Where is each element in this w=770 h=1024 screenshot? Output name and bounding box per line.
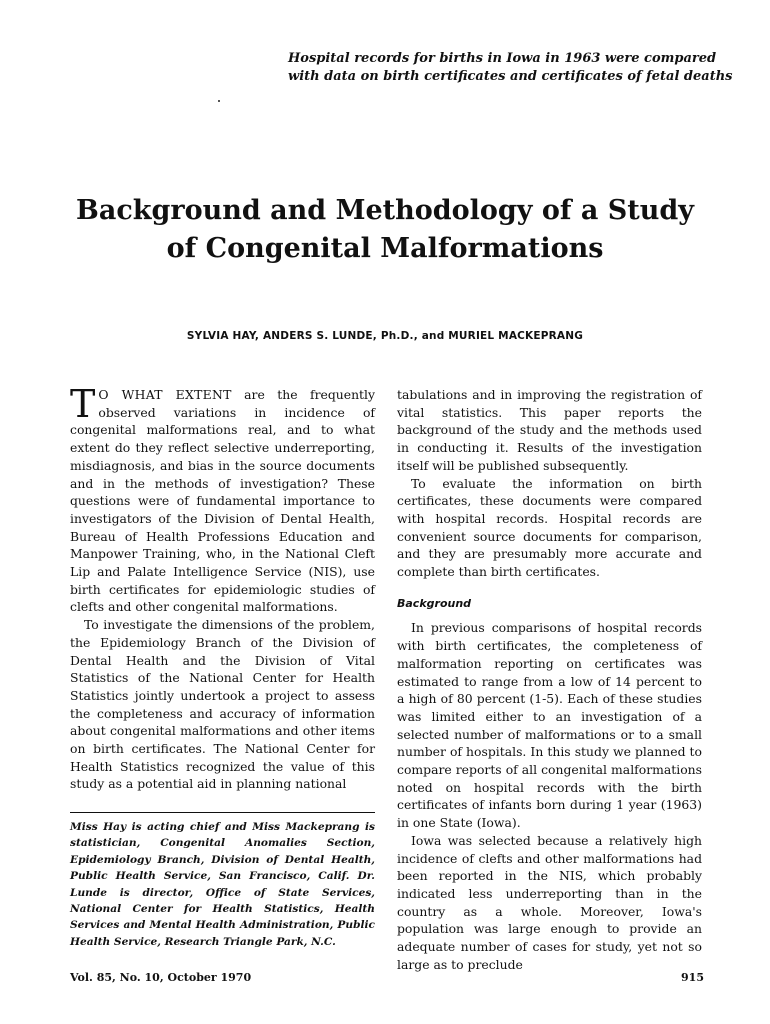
intro-paragraph-text: are the frequently observed variations in incidence of congenital malformations real, and to what extent do they reflect selective underreporting, misdiagnosis, and bias in the source documents and in the methods of investigation? These questions were of fundamental importance to investigators of the Division of Dental Health, Bureau of Health Professions Education and Manpower Training, who, in the National Cleft Lip and Palate Intelligence Service (NIS), use birth certificates for epidemiologic studies of clefts and other congenital malformations. [70,387,375,615]
issue-info: Vol. 85, No. 10, October 1970 [70,971,252,984]
author-byline: SYLVIA HAY, ANDERS S. LUNDE, Ph.D., and MURIEL MACKEPRANG [186,330,584,342]
intro-paragraph [70,382,375,616]
paragraph-2: To investigate the dimensions of the problem, the Epidemiology Branch of the Division of Dental Health and the Division of Vital Statistics of the National Center for Health Statistics jointly undertook a project to assess the completeness and accuracy of information about congenital malformations and other items on birth certificates. The National Center for Health Statistics recognized the value of this study as a potential aid in planning national [70,617,375,792]
title-line-2: of Congenital Malformations [166,233,604,264]
print-speck [218,100,220,102]
deck-line-2: with data on birth certificates and certificates of fetal deaths [288,69,733,84]
right-column [397,386,702,974]
lead-words: O WHAT EXTENT [98,387,232,402]
section-heading-background: Background [397,596,472,610]
drop-cap: T [70,382,96,426]
paragraph-3: tabulations and in improving the registration of vital statistics. This paper reports the background of the study and the methods used in conducting it. Results of the investigation itself will be published subsequently. [397,387,702,473]
paragraph-5: In previous comparisons of hospital records with birth certificates, the completeness of malformation reporting on certificates was estimated to range from a low of 14 percent to a high of 80 percent (1-5). Each of these studies was limited either to an investigation of a selected number of malformations or to a small number of hospitals. In this study we planned to compare reports of all congenital malformations noted on hospital records with the birth certificates of infants born during 1 year (1963) in one State (Iowa). [397,620,702,831]
article-title [60,192,710,268]
page-number: 915 [681,971,704,984]
deck-subtitle [288,50,733,86]
author-footnote: Miss Hay is acting chief and Miss Mackeprang is statistician, Congenital Anomalies Section, Epidemiology Branch, Division of Dental Health, Public Health Service, San Francisco, Calif. Dr. Lunde is director, Office of State Services, National Center for Health Statistics, Health Services and Mental Health Administration, Public Health Service, Research Triangle Park, N.C. [70,812,375,950]
paragraph-6: Iowa was selected because a relatively high incidence of clefts and other malformations had been reported in the NIS, which probably indicated less underreporting than in the country as a whole. Moreover, Iowa's population was large enough to provide an adequate number of cases for study, yet not so large as to preclude [397,832,702,972]
title-line-1: Background and Methodology of a Study [76,195,694,226]
left-column [70,382,375,793]
paragraph-4: To evaluate the information on birth certificates, these documents were compared with hospital records. Hospital records are convenient source documents for comparison, and they are presumably more accurate and complete than birth certificates. [397,475,702,580]
deck-line-1: Hospital records for births in Iowa in 1963 were compared [288,51,717,66]
